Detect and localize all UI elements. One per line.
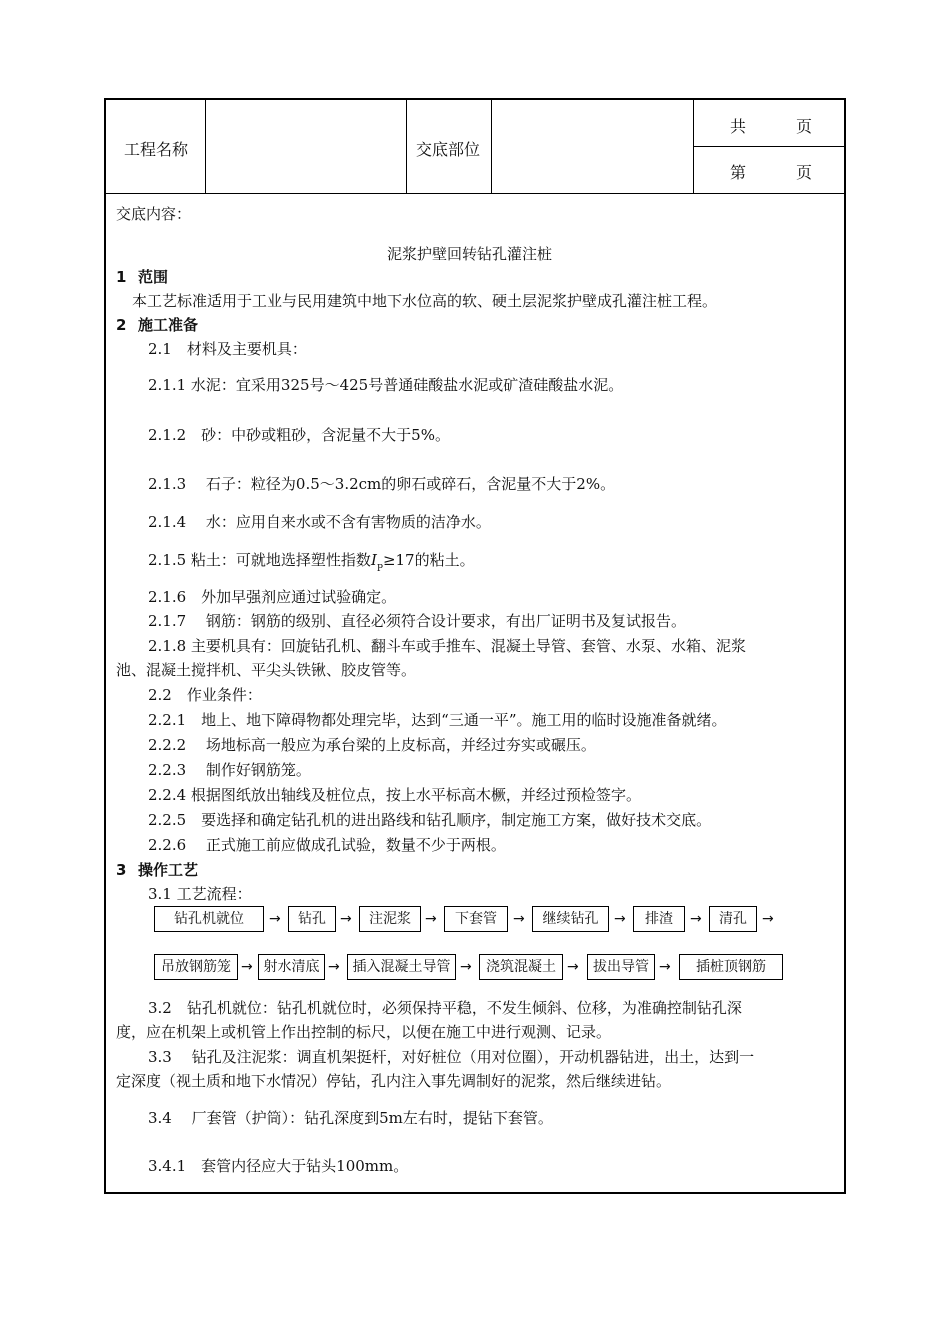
item-3-4: 3.4 厂套管（护筒）：钻孔深度到5m左右时，提钻下套管。 — [148, 1109, 553, 1127]
total-pages-unit: 页 — [796, 117, 813, 136]
item-2-1-1: 2.1.1 水泥：宜采用325号～425号普通硅酸盐水泥或矿渣硅酸盐水泥。 — [148, 376, 624, 394]
section-3-title: 操作工艺 — [138, 861, 199, 879]
section-2-number: 2 — [116, 316, 127, 334]
flow-step: 吊放钢筋笼 — [154, 954, 238, 980]
flow-step: 拔出导管 — [587, 954, 655, 980]
section-1-text: 本工艺标准适用于工业与民用建筑中地下水位高的软、硬土层泥浆护壁成孔灌注桩工程。 — [132, 292, 718, 310]
section-3-number: 3 — [116, 861, 127, 879]
flow-arrow: → — [460, 959, 472, 975]
flow-arrow: → — [614, 911, 626, 927]
flow-arrow: → — [269, 911, 281, 927]
flow-step: 钻孔 — [288, 906, 336, 932]
section-1-title: 范围 — [138, 268, 169, 286]
header-divider — [491, 100, 492, 193]
item-2-1-5: 2.1.5 粘土：可就地选择塑性指数$I_P\ge 17$的粘土。 — [148, 551, 475, 574]
item-3-3: 3.3 钻孔及注泥浆：调直机架挺杆，对好桩位（用对位圈），开动机器钻进，出土，达到一 — [148, 1048, 755, 1066]
item-2-1: 2.1 材料及主要机具： — [148, 340, 307, 358]
item-3-4-1: 3.4.1 套管内径应大于钻头100mm。 — [148, 1157, 409, 1175]
flow-step: 钻孔机就位 — [154, 906, 264, 932]
disclosure-content — [106, 194, 844, 1192]
item-3-2: 3.2 钻孔机就位：钻孔机就位时，必须保持平稳，不发生倾斜、位移，为准确控制钻孔深 — [148, 999, 742, 1017]
item-2-1-4: 2.1.4 水：应用自来水或不含有害物质的洁净水。 — [148, 513, 491, 531]
flow-step: 清孔 — [709, 906, 757, 932]
flow-step: 下套管 — [444, 906, 508, 932]
flow-arrow: → — [328, 959, 340, 975]
flow-step: 射水清底 — [258, 954, 325, 980]
form-header — [106, 100, 844, 194]
flow-step: 插桩顶钢筋 — [679, 954, 783, 980]
flow-arrow: → — [659, 959, 671, 975]
section-1-number: 1 — [116, 268, 127, 286]
project-name-label: 工程名称 — [124, 140, 189, 159]
flow-step: 继续钻孔 — [532, 906, 609, 932]
item-2-1-7: 2.1.7 钢筋：钢筋的级别、直径必须符合设计要求，有出厂证明书及复试报告。 — [148, 612, 686, 630]
item-3-3-cont: 定深度（视土质和地下水情况）停钻，孔内注入事先调制好的泥浆，然后继续进钻。 — [116, 1072, 672, 1090]
page-label: 第 — [730, 163, 747, 182]
flow-arrow: → — [690, 911, 702, 927]
header-divider — [205, 100, 206, 193]
flow-arrow: → — [762, 911, 774, 927]
item-2-1-6: 2.1.6 外加早强剂应通过试验确定。 — [148, 588, 397, 606]
item-2-2-5: 2.2.5 要选择和确定钻孔机的进出路线和钻孔顺序，制定施工方案，做好技术交底。 — [148, 811, 712, 829]
flow-arrow: → — [241, 959, 253, 975]
flow-arrow: → — [567, 959, 579, 975]
item-3-1: 3.1 工艺流程： — [148, 885, 252, 903]
disclosure-form — [104, 98, 846, 1194]
page-unit: 页 — [796, 163, 813, 182]
section-2-title: 施工准备 — [138, 316, 199, 334]
item-3-2-cont: 度，应在机架上或机管上作出控制的标尺，以便在施工中进行观测、记录。 — [116, 1023, 612, 1041]
flow-arrow: → — [513, 911, 525, 927]
flow-arrow: → — [340, 911, 352, 927]
flow-arrow: → — [425, 911, 437, 927]
total-pages-label: 共 — [730, 117, 747, 136]
location-label: 交底部位 — [416, 140, 481, 159]
item-2-1-8: 2.1.8 主要机具有：回旋钻孔机、翻斗车或手推车、混凝土导管、套管、水泵、水箱、泥浆 — [148, 637, 746, 655]
flow-step: 浇筑混凝土 — [479, 954, 563, 980]
document-title: 泥浆护壁回转钻孔灌注桩 — [387, 245, 553, 263]
item-2-2: 2.2 作业条件： — [148, 686, 262, 704]
item-2-1-2: 2.1.2 砂：中砂或粗砂，含泥量不大于5%。 — [148, 426, 450, 444]
item-2-1-3: 2.1.3 石子：粒径为0.5～3.2cm的卵石或碎石，含泥量不大于2%。 — [148, 475, 616, 493]
header-divider — [693, 146, 844, 147]
flow-step: 注泥浆 — [359, 906, 421, 932]
item-2-1-8-cont: 池、混凝土搅拌机、平尖头铁锹、胶皮管等。 — [116, 661, 417, 679]
item-2-2-4: 2.2.4 根据图纸放出轴线及桩位点，按上水平标高木橛，并经过预检签字。 — [148, 786, 641, 804]
content-intro: 交底内容： — [116, 205, 192, 223]
item-2-2-2: 2.2.2 场地标高一般应为承台梁的上皮标高，并经过夯实或碾压。 — [148, 736, 596, 754]
item-2-2-3: 2.2.3 制作好钢筋笼。 — [148, 761, 311, 779]
header-divider — [406, 100, 407, 193]
item-2-2-6: 2.2.6 正式施工前应做成孔试验，数量不少于两根。 — [148, 836, 506, 854]
item-2-2-1: 2.2.1 地上、地下障碍物都处理完毕，达到“三通一平”。施工用的临时设施准备就绪。 — [148, 711, 727, 729]
flow-step: 排渣 — [633, 906, 685, 932]
flow-step: 插入混凝土导管 — [347, 954, 456, 980]
